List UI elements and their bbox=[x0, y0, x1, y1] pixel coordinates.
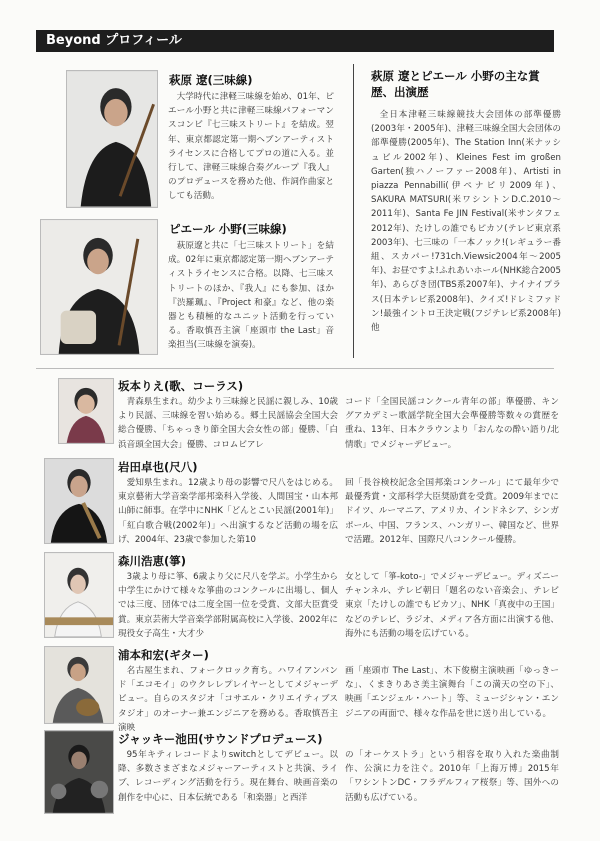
morikawa-bio-right: 女として「箏-koto-」でメジャーデビュー。ディズニーチャンネル、テレビ朝日「題名のない音楽会」、テレビ東京「たけしの誰でもピカソ」、NHK「真夜中の王国」などのテレビ、ラジオ、メディア各方面に出演する他、海外にも活動の場を広げている。 bbox=[345, 572, 559, 639]
iwata-bio-right: 回「長谷検校記念全国邦楽コンクール」にて最年少で最優秀賞・文部科学大臣奨励賞を受賞。2009年までにドイツ、ルーマニア、アメリカ、インドネシア、シンガポール、中国、フランス、ハンガリー、韓国など、世界で活躍。2012年、国際尺八コンクール優勝。 bbox=[345, 478, 559, 545]
hagiwara-photo bbox=[66, 70, 158, 208]
morikawa-name: 森川浩恵(箏) bbox=[118, 554, 187, 568]
section-divider bbox=[36, 368, 554, 369]
pierre-photo bbox=[40, 219, 158, 355]
morikawa-bio-left: 3歳より母に箏、6歳より父に尺八を学ぶ。小学生から中学生にかけて様々な箏曲のコンクールに出場し、個人では三度、団体では二度全国一位を受賞、文部大臣賞受賞。東京芸術大学音楽学部附属高校に入学後、2002年に現役女子高生・大才少 bbox=[118, 572, 338, 639]
hagiwara-name: 萩原 遼(三味線) bbox=[169, 73, 253, 87]
jackie-photo bbox=[44, 730, 114, 814]
page-header: Beyond プロフィール bbox=[36, 30, 554, 52]
sakamoto-photo bbox=[58, 378, 114, 444]
column-divider bbox=[353, 64, 354, 358]
awards-body: 全日本津軽三味線競技大会団体の部準優勝(2003年・2005年)、津軽三味線全国大会団体の部準優勝(2005年)、The Station Inn(米ナッシュビル2002年)、Kleines Fest im großen Garten(独ハノーファー2008年)、Artisti in piazza Pennabilli(伊ペナビリ2009年)、SAKURA MATSURI(米ワシントンD.C.2010～2011年)、Santa Fe JIN Festival(米サンタフェ2012年)、たけしの誰でもピカソ(テレビ東京系2003年)、七三味の「一本ノック!(レギュラー番組、スカパー!731ch.Viewsic2004年～2005年)、お昼ですよ!ふれあいホール(NHK総合2005年)、あらびき団(TBS系2007年)、ナイナイプラス(日本テレビ系2008年)、クイズ!ドレミファドン!最強イントロ王決定戦(フジテレビ系2008年)他 bbox=[371, 110, 561, 334]
sakamoto-name: 坂本りえ(歌、コーラス) bbox=[118, 379, 244, 393]
pierre-bio: 萩原遼と共に「七三味ストリート」を結成。02年に東京都認定第一期ヘブンアーティストライセンスに合格。以降、七三味ストリートのほか、『我人』にも参加、ほか『渋羅珮』、『Project 和豪』など、他の楽器とも積極的なユニット活動を行っている。香取慎吾主演「座頭市 the Last」音楽担当(三味線を演奏)。 bbox=[168, 241, 334, 351]
iwata-name: 岩田卓也(尺八) bbox=[118, 460, 198, 474]
sakamoto-bio-left: 青森県生まれ。幼少より三味線と民謡に親しみ、10歳より民謡、三味線を習い始める。郷土民謡協会全国大会総合優勝、「ちゃっきり節全国大会女性の部」優勝、「白浜音頭全国大会」優勝、コロムビアレ bbox=[118, 397, 338, 450]
jackie-name: ジャッキー池田(サウンドプロデュース) bbox=[118, 732, 323, 746]
jackie-bio-left: 95年キティレコードよりswitchとしてデビュー。以降、多数さまざまなメジャーアーティストと共演、ライブ、レコーディング活動を行う。現在舞台、映画音楽の創作を中心に、日本伝統である「和楽器」と西洋 bbox=[118, 750, 338, 803]
iwata-photo bbox=[44, 458, 114, 544]
awards-title: 萩原 遼とピエール 小野の主な賞歴、出演歴 bbox=[371, 69, 540, 99]
pierre-name: ピエール 小野(三味線) bbox=[169, 222, 287, 236]
iwata-bio-left: 愛知県生まれ。12歳より母の影響で尺八をはじめる。東京藝術大学音楽学部邦楽科入学後、人間国宝・山本邦山師に師事。在学中にNHK「どんとこい民謡(2001年)」「紅白歌合戦(2002年)」へ出演するなど活動の場を広げ、2004年、23歳で参加した第10 bbox=[118, 478, 338, 545]
jackie-bio-right: の「オーケストラ」という相容を取り入れた楽曲制作、公演に力を注ぐ。2010年「上海万博」2015年「ワシントンDC・フラデルフィア桜祭」等、国外への活動も広げている。 bbox=[345, 750, 559, 803]
hagiwara-bio: 大学時代に津軽三味線を始め、01年、ピエール小野と共に津軽三味線パフォーマンスコンビ『七三味ストリート』を結成。翌年、東京都認定第一期ヘブンアーティストライセンスに合格してプロの道に入る。並行して、津軽三味線合奏グループ『我人』のプロデュースを務めた他、作詞作曲家としても活動。 bbox=[168, 92, 334, 202]
morikawa-photo bbox=[44, 552, 114, 638]
uramoto-bio-left: 名古屋生まれ、フォークロック育ち。ハワイアンバンド「エコモイ」のウクレレプレイヤーとしてメジャーデビュー。自らのスタジオ「コサエル・クリエイティブスタジオ」のオーナー兼エンジニアを務める。香取慎吾主演映 bbox=[118, 666, 338, 733]
sakamoto-bio-right: コード「全国民謡コンクール青年の部」準優勝、キングアカデミー歌謡学院全国大会準優勝等数々の賞歴を重ね、13年、日本クラウンより「おんなの酔い語り/北情歌」でメジャーデビュー。 bbox=[345, 397, 559, 450]
uramoto-name: 浦本和宏(ギター) bbox=[118, 648, 209, 662]
uramoto-photo bbox=[44, 646, 114, 724]
uramoto-bio-right: 画「座頭市 The Last」、木下俊樹主演映画「ゆっきーな」、くまきりあさ美主演舞台「この満天の空の下」、映画「エンジェル・ハート」等、ミュージシャン・エンジニアの両面で、様々な作品を世に送り出している。 bbox=[345, 666, 559, 719]
